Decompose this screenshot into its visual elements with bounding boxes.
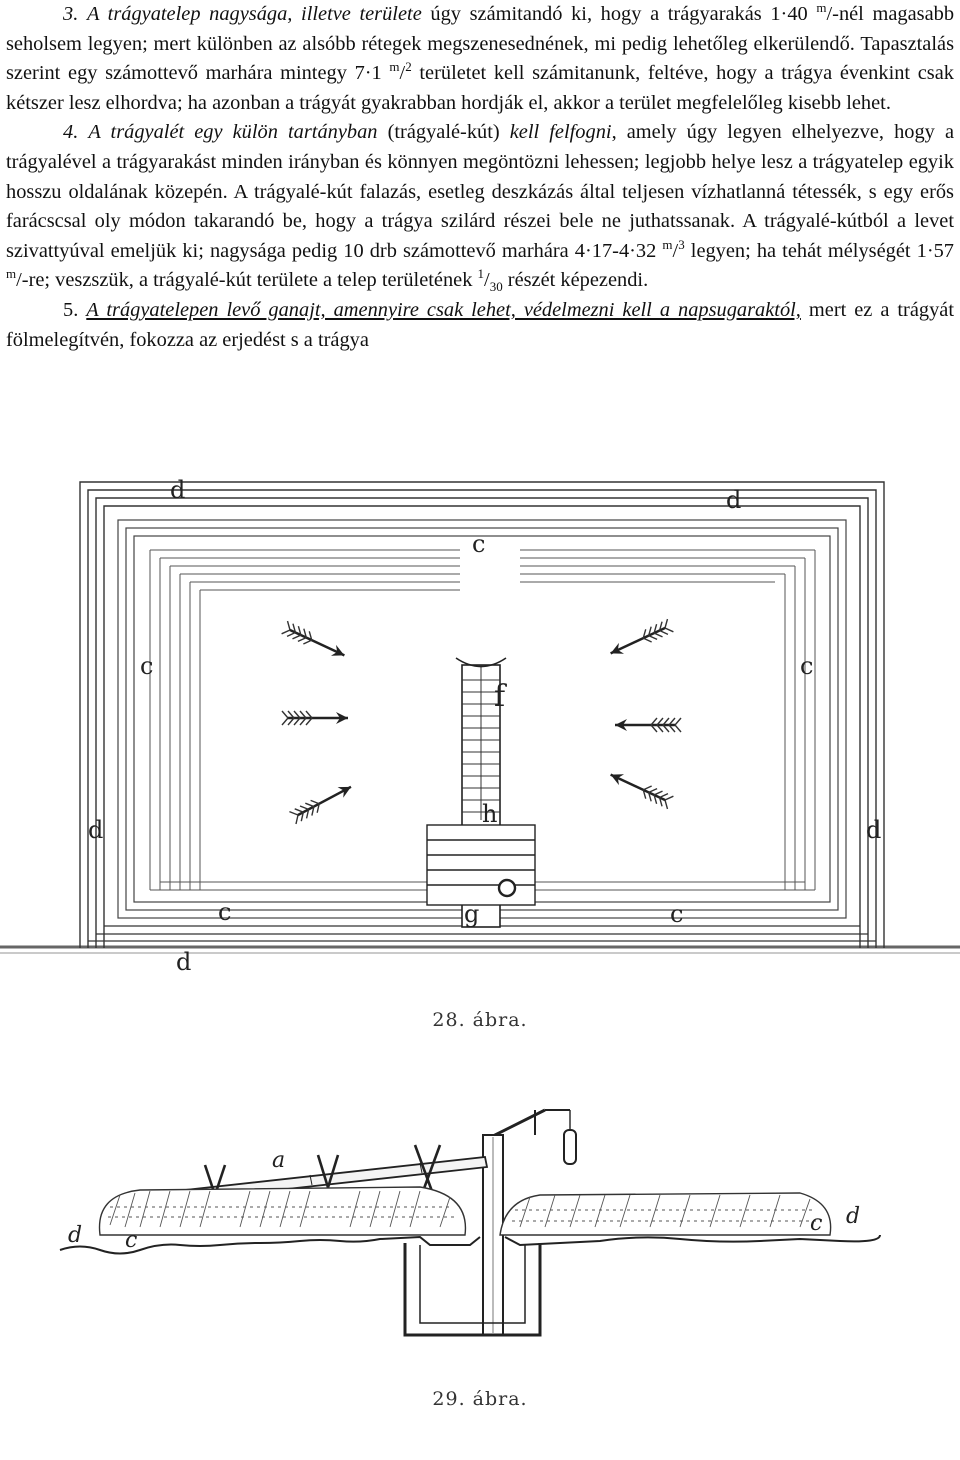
label-d: d bbox=[68, 1223, 83, 1248]
label-c: c bbox=[218, 898, 232, 926]
paragraph-4-number: 4. bbox=[63, 121, 79, 144]
unit-superscript: m bbox=[6, 266, 17, 282]
fraction-separator: / bbox=[484, 269, 490, 292]
arrow bbox=[282, 621, 348, 662]
label-h: h bbox=[482, 800, 498, 828]
label-d: d bbox=[170, 476, 186, 504]
paragraph-4 bbox=[6, 118, 954, 296]
label-f: f bbox=[494, 679, 506, 714]
unit-superscript: m bbox=[389, 59, 400, 75]
paragraph-4-text-5: /-re; veszszük, a trágyalé-kút területe a telep területének bbox=[16, 269, 478, 292]
paragraph-3-text-1: úgy számitandó ki, hogy a trágyarakás 1·40 bbox=[421, 3, 817, 25]
label-c: c bbox=[670, 900, 684, 928]
label-d: d bbox=[88, 816, 104, 844]
unit-superscript: m bbox=[662, 236, 673, 252]
label-c: c bbox=[140, 652, 154, 680]
ground-profile bbox=[60, 1235, 880, 1254]
label-d: d bbox=[726, 486, 742, 514]
paragraph-4-text-3: / bbox=[672, 239, 679, 262]
paragraph-4-text-1: (trágyalé-kút) bbox=[377, 121, 510, 144]
label-c: c bbox=[810, 1211, 823, 1236]
paragraph-4-text-4: legyen; ha tehát mélységét 1·57 bbox=[684, 239, 954, 262]
fraction-denominator: 30 bbox=[489, 279, 503, 295]
counterweight bbox=[564, 1130, 576, 1164]
arrow bbox=[608, 768, 674, 809]
paragraph-3-text-2: /-nél magasabb seholsem legyen; mert különben az alsóbb rétegek megszenesednének, mi pedig lehetőleg elkerülendő. Tapasztalás szerint egy számottevő marhára mintegy 7·1 bbox=[6, 3, 955, 85]
pump-opening bbox=[499, 880, 515, 896]
paragraph-4-title-2: kell felfogni bbox=[509, 121, 612, 144]
exponent-superscript: 2 bbox=[405, 59, 412, 75]
paragraph-5-number: 5. bbox=[63, 298, 79, 321]
label-d: d bbox=[866, 816, 882, 844]
paragraph-3 bbox=[6, 0, 954, 118]
arrow bbox=[282, 711, 348, 725]
paragraph-3-number: 3. bbox=[63, 3, 79, 25]
liquid-manure-pit bbox=[427, 825, 535, 905]
arrow bbox=[615, 718, 681, 732]
paragraph-4-text-2: , amely úgy legyen elhelyezve, hogy a trágyalével a trágyarakást minden irányban és könnyen megöntözni lehessen; legjobb helye lesz a trágyatelep egyik hosszu oldalának közepén. A trágyalé-kút falazás, esetleg deszkázás által teljesen vízhatlanná tétessék, s egy erős farácscsal oly módon takarandó be, hogy a trágya szilárd részei bele ne juthatssanak. A trágyalé-kútból a levet szivattyúval emeljük ki; nagysága pedig 10 drb számottevő marhára 4·17-4·32 bbox=[6, 121, 954, 262]
label-d: d bbox=[846, 1204, 861, 1229]
manure-heap-left bbox=[100, 1187, 466, 1235]
label-c: c bbox=[472, 530, 486, 558]
label-d: d bbox=[176, 948, 192, 976]
figure-28-plan-drawing bbox=[0, 470, 960, 990]
label-c: c bbox=[125, 1228, 138, 1253]
figure-29-section-drawing bbox=[0, 1095, 960, 1385]
paragraph-3-text-4: területet kell számitanunk, feltéve, hogy a trágya évenkint csak kétszer lesz elhordva; ha azonban a trágyát gyakrabban hordják el, akkor a terület megfelelőleg kisebb lehet. bbox=[6, 62, 954, 114]
unit-superscript: m bbox=[816, 0, 827, 16]
arrow bbox=[289, 781, 354, 824]
paragraph-4-text-6: részét képezendi. bbox=[502, 269, 649, 292]
manure-heap-right bbox=[500, 1193, 831, 1235]
label-a: a bbox=[272, 1148, 286, 1173]
label-c: c bbox=[800, 652, 814, 680]
figure-28-caption: 28. ábra. bbox=[432, 1009, 528, 1031]
paragraph-4-title-1: A trágyalét egy külön tartányban bbox=[88, 121, 378, 144]
figure-29-caption: 29. ábra. bbox=[432, 1388, 528, 1410]
paragraph-3-text-3: / bbox=[399, 62, 406, 85]
paragraph-3-title: A trágyatelep nagysága, illetve területe bbox=[86, 3, 422, 25]
fraction-numerator: 1 bbox=[477, 266, 485, 282]
paragraph-5-text-1: mert ez a trágyát fölmelegítvén, fokozza az erjedést s a trágya bbox=[6, 298, 954, 351]
paragraph-5 bbox=[6, 296, 954, 355]
outer-wall-bottom bbox=[88, 926, 876, 941]
label-g: g bbox=[464, 900, 480, 928]
text-block bbox=[6, 0, 954, 355]
paragraph-5-title: A trágyatelepen levő ganajt, amennyire csak lehet, védelmezni kell a napsugaraktól, bbox=[86, 298, 801, 321]
exponent-superscript: 3 bbox=[678, 236, 685, 252]
collection-pit bbox=[405, 1243, 540, 1335]
arrow bbox=[608, 619, 674, 660]
